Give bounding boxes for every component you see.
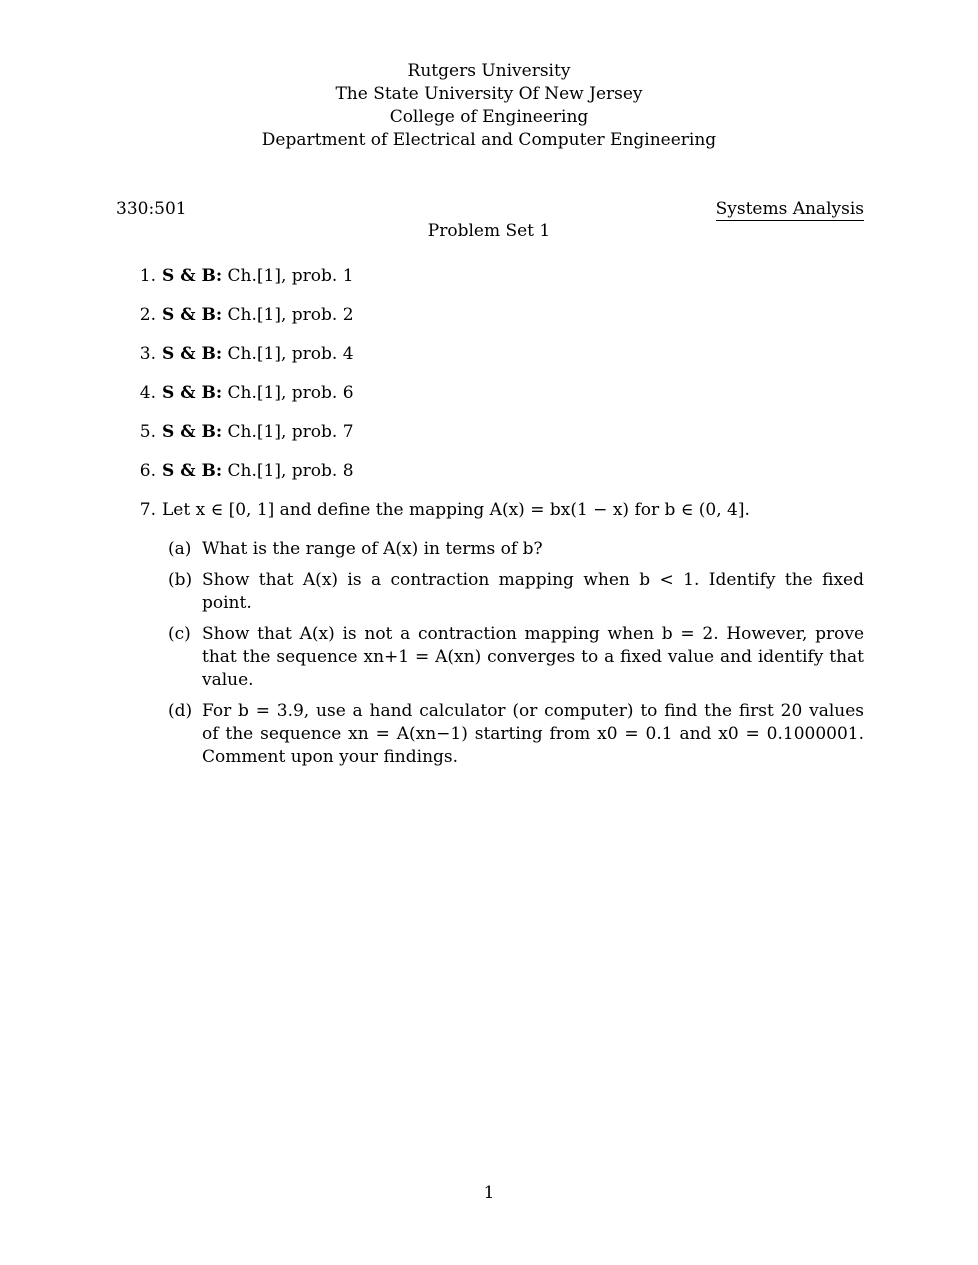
problem-reference: Ch.[1], prob. 6 [222,383,354,403]
problem-part-c [162,623,864,692]
problem-item [130,265,864,304]
problem-source: S & B: [162,266,223,286]
part-label: (a) [168,539,192,559]
problem-item [130,460,864,499]
problem-item-7 [130,499,864,777]
course-number: 330:501 [116,199,187,219]
part-text: Show that A(x) is not a contraction mapping when b = 2. However, prove that the sequence xn+1 = A(xn) converges to a fixed value and identify that value. [202,624,864,690]
problem-source: S & B: [162,422,223,442]
problem-item [130,382,864,421]
part-label: (b) [168,570,193,590]
university-header [0,60,978,152]
problem-part-d [162,700,864,769]
problem-item [130,343,864,382]
problem-number: 4. [139,383,156,403]
department-name: Department of Electrical and Computer Engineering [261,130,717,150]
problem-list [130,265,864,499]
course-title: Systems Analysis [715,199,864,219]
problem-set-title: Problem Set 1 [427,221,551,241]
problem-parts [162,538,864,769]
problem-reference: Ch.[1], prob. 4 [222,344,354,364]
problem-item [130,421,864,460]
problem-item [130,304,864,343]
problem-reference: Ch.[1], prob. 8 [222,461,354,481]
problem-part-b [162,569,864,615]
part-label: (c) [168,624,191,644]
problem-source: S & B: [162,344,223,364]
problem-source: S & B: [162,383,223,403]
problem-reference: Ch.[1], prob. 2 [222,305,354,325]
university-name: Rutgers University [407,61,571,81]
problem-number: 2. [139,305,156,325]
college-name: College of Engineering [389,107,589,127]
problem-number: 1. [139,266,156,286]
problem-statement: Let x ∈ [0, 1] and define the mapping A(x) = bx(1 − x) for b ∈ (0, 4]. [162,500,750,520]
problem-reference: Ch.[1], prob. 1 [222,266,354,286]
university-subtitle: The State University Of New Jersey [335,84,643,104]
problem-reference: Ch.[1], prob. 7 [222,422,354,442]
part-text: Show that A(x) is a contraction mapping when b < 1. Identify the fixed point. [202,570,864,613]
problem-number: 3. [139,344,156,364]
part-text: For b = 3.9, use a hand calculator (or computer) to find the first 20 values of the sequence xn = A(xn−1) starting from x0 = 0.1 and x0 = 0.1000001. Comment upon your findings. [202,701,864,767]
problem-number: 6. [139,461,156,481]
problem-number: 7. [139,500,156,520]
problem-number: 5. [139,422,156,442]
problem-source: S & B: [162,305,223,325]
problem-part-a [162,538,864,561]
problem-source: S & B: [162,461,223,481]
part-label: (d) [168,701,193,721]
page-number: 1 [483,1183,495,1203]
part-text: What is the range of A(x) in terms of b? [202,539,543,559]
course-row [116,198,864,222]
